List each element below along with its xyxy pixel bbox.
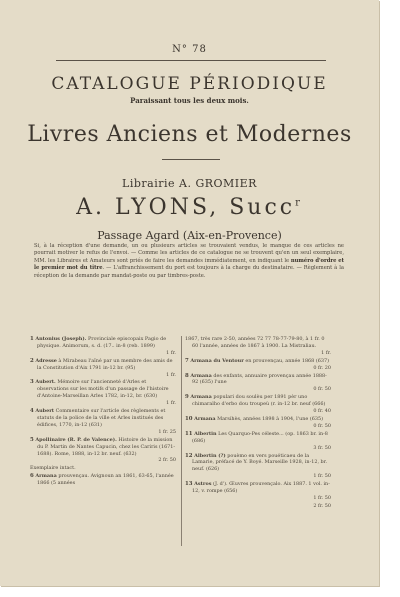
item-author: Albertin (194, 430, 217, 437)
list-item (185, 416, 331, 430)
issue-number: N° 78 (172, 44, 207, 55)
item-num: 5 (30, 436, 34, 443)
item-num: 4 (30, 408, 34, 415)
item-author: Armana (35, 473, 57, 480)
item-price: 0 fr. 50 (313, 422, 331, 429)
item-text: populari dou soulèu per 1891 pèr uno chimaralho d'erbo dou troupeù (r. in-12 br. neuf (666) (192, 394, 326, 408)
item-author: Armana (190, 372, 212, 379)
item-text: Les Quarquo-Pes céleste... (op. 1863 br. in-8 (686) (192, 430, 328, 444)
item-author: Adresse (35, 357, 57, 364)
item-num: 3 (30, 379, 34, 386)
frequency-note: Paraissant tous les deux mois. (130, 96, 249, 105)
item-price: 1 fr. (166, 400, 176, 407)
list-item (185, 373, 331, 394)
item-num: 2 (30, 357, 34, 364)
item-text: pouèmo en vers pouéticaeu de la Lamarie, préfacé de Y. Boyé. Marseille 1928, in-12, br. neuf. (626) (192, 452, 328, 473)
item-price: 1 fr. (321, 349, 331, 356)
item-author: Albertin (?) (194, 452, 226, 459)
item-price: 0 fr. 50 (313, 386, 331, 393)
item-text: Provinciale episcopaix Pagio de physique. Animorum, s. d. (17.. in-8 (reb. 1899) (37, 336, 167, 349)
item-text: prouvençau. Avignoun an 1861, 63-65, l'année 1866 (5 années (37, 473, 174, 487)
item-num: 1 (30, 336, 34, 342)
item-author: Apollinaire (R. P. de Valence). (35, 436, 117, 443)
item-author: Astros (194, 481, 212, 488)
item-text: Exemplaire intact. (30, 465, 76, 472)
listing-left-column (30, 336, 176, 488)
item-author: Armana du Ventour (190, 357, 244, 364)
item-text: Commentaire sur l'article des règlements et statuts de la police de la ville et Arles institués des édifices, 1770, in-12 (631) (37, 408, 166, 428)
bookshop-name: Librairie A. GROMIER (122, 177, 257, 190)
list-item (30, 473, 176, 487)
item-price: 0 fr. 20 (313, 364, 331, 371)
item-text: (J. d'). Œuvres prouvençalo. Aix 1887. 1 vol. in-12, v. rompe (656) (192, 481, 330, 495)
item-price: 1 fr. (166, 371, 176, 378)
list-item (185, 481, 331, 502)
list-item (30, 336, 176, 357)
item-text: Marsihès, années 1898 à 1904, l'une (635) (217, 415, 323, 422)
item-author: Armana (190, 394, 212, 401)
item-text: 1867, très rare 2-50, années 72 77 78-77-79-80, à 1 fr. 0 60 l'année, années de 1867 à 1900. La Mistraliau. (185, 336, 325, 349)
item-text: à Mirabeau l'aîné par un membre des amis de la Constitution d'Aix 1791 in-12 br. (95) (37, 357, 173, 371)
list-item (30, 358, 176, 379)
item-text: Mémoire sur l'ancienneté d'Arles et observations sur les motifs d'un passage de l'histoire d'Antoine-Marseillan Arles 1782, in-12, br. (630) (37, 379, 169, 400)
item-num: 11 (185, 430, 193, 437)
list-item (185, 358, 331, 372)
item-price: 0 fr. 40 (313, 408, 331, 415)
item-price: 1 fr. (166, 349, 176, 356)
column-tail-price: 2 fr. 50 (313, 502, 331, 509)
list-item (185, 394, 331, 415)
shop-address: Passage Agard (Aix-en-Provence) (97, 229, 282, 242)
list-item (185, 336, 331, 357)
item-price: 2 fr. 50 (158, 457, 176, 464)
item-text: Histoire de la mission du P. Martin de Nantes Capucin, chez les Cariris (1671-1688). Rome, 1888, in-12 br. neuf. (632) (37, 436, 176, 457)
list-item (30, 465, 176, 472)
item-num: 12 (185, 452, 193, 459)
item-num: 8 (185, 372, 189, 379)
column-divider (181, 336, 182, 546)
item-text: des enfants, annuaire provençau année 1888-92 (635) l'une (192, 372, 327, 386)
item-author: Armana (194, 415, 216, 422)
listing-right-column (185, 336, 331, 510)
list-item (185, 431, 331, 452)
item-num: 10 (185, 415, 193, 422)
item-price: 3 fr. 50 (313, 444, 331, 451)
item-text: en prouvençau, année 1868 (637) (245, 357, 329, 364)
item-author: Aubert (35, 408, 55, 415)
item-num: 9 (185, 394, 189, 401)
list-item (30, 408, 176, 436)
catalogue-title: CATALOGUE PÉRIODIQUE (51, 74, 328, 94)
list-item (185, 453, 331, 481)
list-item (30, 437, 176, 465)
item-price: 1 fr. 25 (158, 428, 176, 435)
list-item (30, 379, 176, 407)
item-num: 7 (185, 357, 189, 364)
top-rule (56, 60, 326, 61)
item-num: 6 (30, 473, 34, 480)
title-rule (162, 159, 220, 160)
ordering-notice: Si, à la réception d'une demande, un ou plusieurs articles se trouvaient vendus, le manque de ces articles ne pourrait motiver le refus de l'envoi. — Comme les articles de ce catalogue ne se trouvent qu'en un seul exemplaire, MM. les Libraires et Amateurs sont priés de faire les demandes immédiatement, en indiquant le numéro d'ordre et le premier mot du titre. — L'affranchissement du port est toujours à la charge du destinataire. — Règlement à la réception de la demande par mandat-poste ou par timbres-poste. (34, 243, 345, 279)
item-author: Antonius (Joseph). (35, 336, 87, 342)
main-title: Livres Anciens et Modernes (27, 122, 352, 147)
item-price: 1 fr. 50 (313, 473, 331, 480)
successor-name: A. LYONS, Succ$^r$ (76, 195, 303, 220)
item-author: Aubert. (35, 379, 56, 386)
item-num: 13 (185, 481, 193, 488)
item-price: 1 fr. 50 (313, 494, 331, 501)
